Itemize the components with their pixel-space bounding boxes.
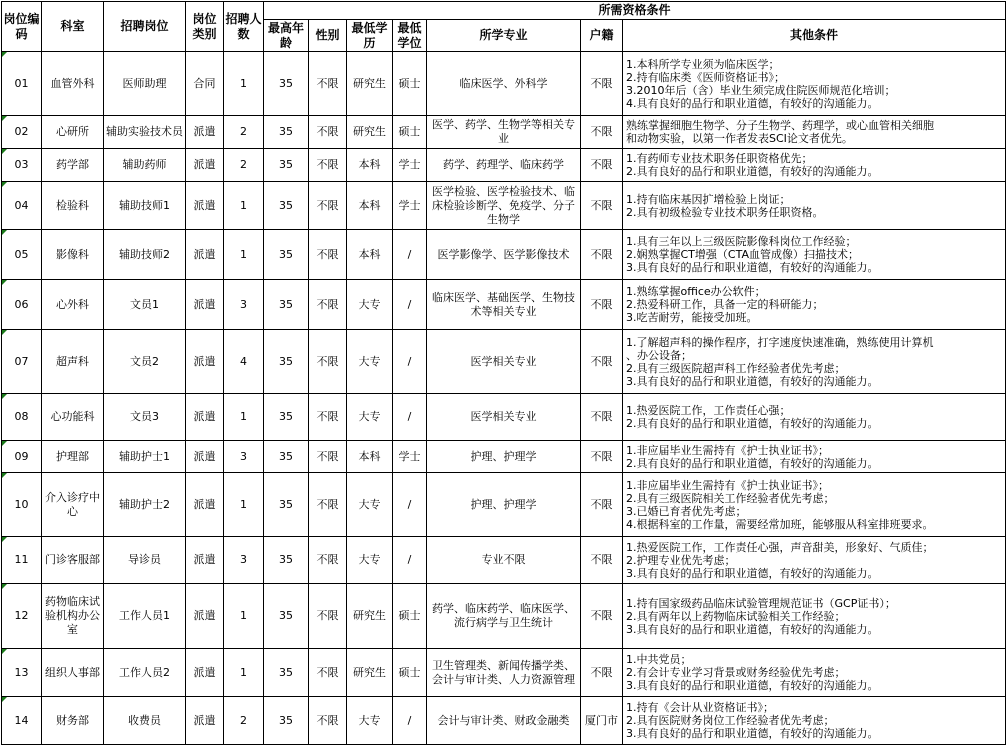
post-code-cell: 03 xyxy=(2,149,42,182)
max-age-cell: 35 xyxy=(264,149,309,182)
position-cell: 辅助药师 xyxy=(104,149,186,182)
table-row xyxy=(2,394,1006,441)
count-cell: 1 xyxy=(224,230,264,280)
other-conditions-cell xyxy=(623,584,1006,649)
department-cell: 血管外科 xyxy=(42,52,104,116)
max-age-cell: 35 xyxy=(264,52,309,116)
position-cell: 辅助护士2 xyxy=(104,473,186,537)
degree-cell: / xyxy=(393,473,427,537)
other-conditions-cell xyxy=(623,149,1006,182)
condition-line: 2.具有良好的品行和职业道德，有较好的沟通能力。 xyxy=(626,456,879,470)
other-conditions-cell xyxy=(623,330,1006,394)
max-age-cell: 35 xyxy=(264,116,309,149)
degree-cell: 学士 xyxy=(393,441,427,473)
post-code-cell: 06 xyxy=(2,280,42,330)
post-code-cell: 14 xyxy=(2,697,42,745)
post-type-cell: 派遣 xyxy=(186,149,224,182)
post-code-cell: 02 xyxy=(2,116,42,149)
degree-cell: / xyxy=(393,537,427,584)
condition-line: 1.持有国家级药品临床试验管理规范证书（GCP证书）； xyxy=(626,596,896,610)
education-cell: 大专 xyxy=(347,537,393,584)
other-conditions-cell xyxy=(623,697,1006,745)
education-cell: 本科 xyxy=(347,441,393,473)
major-cell: 医学相关专业 xyxy=(427,394,581,441)
table-row xyxy=(2,537,1006,584)
position-cell: 工作人员2 xyxy=(104,649,186,697)
header-count: 招聘人数 xyxy=(224,2,264,52)
table-row xyxy=(2,473,1006,537)
gender-cell: 不限 xyxy=(309,280,347,330)
hukou-cell: 厦门市 xyxy=(581,697,623,745)
table-row xyxy=(2,149,1006,182)
education-cell: 本科 xyxy=(347,182,393,230)
count-cell: 4 xyxy=(224,330,264,394)
gender-cell: 不限 xyxy=(309,537,347,584)
gender-cell: 不限 xyxy=(309,394,347,441)
major-cell: 药学、临床药学、临床医学、流行病学与卫生统计 xyxy=(427,584,581,649)
other-conditions-cell xyxy=(623,116,1006,149)
condition-line: 2.持有临床类《医师资格证书》； xyxy=(626,70,785,84)
major-cell: 专业不限 xyxy=(427,537,581,584)
post-code-cell: 13 xyxy=(2,649,42,697)
major-cell: 卫生管理类、新闻传播学类、会计与审计类、人力资源管理 xyxy=(427,649,581,697)
post-type-cell: 合同 xyxy=(186,52,224,116)
gender-cell: 不限 xyxy=(309,52,347,116)
condition-line: 2.具有良好的品行和职业道德，有较好的沟通能力。 xyxy=(626,165,879,178)
condition-line: 3.具有良好的品行和职业道德，有较好的沟通能力。 xyxy=(626,622,879,636)
count-cell: 1 xyxy=(224,584,264,649)
header-post-code: 岗位编码 xyxy=(2,2,42,52)
post-code-cell: 01 xyxy=(2,52,42,116)
department-cell: 超声科 xyxy=(42,330,104,394)
header-other: 其他条件 xyxy=(623,20,1006,52)
condition-line: 3.具有良好的品行和职业道德，有较好的沟通能力。 xyxy=(626,727,879,740)
hukou-cell: 不限 xyxy=(581,330,623,394)
header-min-degree: 最低学位 xyxy=(393,20,427,52)
condition-line: 1.非应届毕业生需持有《护士执业证书》； xyxy=(626,443,829,457)
hukou-cell: 不限 xyxy=(581,116,623,149)
gender-cell: 不限 xyxy=(309,182,347,230)
count-cell: 1 xyxy=(224,473,264,537)
condition-line: 2.娴熟掌握CT增强（CTA血管成像）扫描技术； xyxy=(626,248,859,261)
post-code-cell: 05 xyxy=(2,230,42,280)
degree-cell: 硕士 xyxy=(393,116,427,149)
condition-line: 3.2010年后（含）毕业生须完成住院医师规范化培训； xyxy=(626,83,896,97)
max-age-cell: 35 xyxy=(264,473,309,537)
position-cell: 辅助技师1 xyxy=(104,182,186,230)
count-cell: 2 xyxy=(224,149,264,182)
education-cell: 本科 xyxy=(347,149,393,182)
hukou-cell: 不限 xyxy=(581,280,623,330)
degree-cell: / xyxy=(393,697,427,745)
other-conditions-cell xyxy=(623,230,1006,280)
condition-line: 1.中共党员； xyxy=(626,653,692,666)
hukou-cell: 不限 xyxy=(581,473,623,537)
gender-cell: 不限 xyxy=(309,697,347,745)
condition-line: 3.具有良好的品行和职业道德，有较好的沟通能力。 xyxy=(626,374,879,388)
max-age-cell: 35 xyxy=(264,584,309,649)
condition-line: 和动物实验，以第一作者发表SCI论文者优先。 xyxy=(626,132,853,145)
gender-cell: 不限 xyxy=(309,116,347,149)
hukou-cell: 不限 xyxy=(581,52,623,116)
degree-cell: / xyxy=(393,330,427,394)
gender-cell: 不限 xyxy=(309,473,347,537)
condition-line: 2.热爱科研工作，具备一定的科研能力； xyxy=(626,298,824,311)
condition-line: 2.护理专业优先考虑； xyxy=(626,553,736,567)
department-cell: 介入诊疗中心 xyxy=(42,473,104,537)
post-type-cell: 派遣 xyxy=(186,330,224,394)
department-cell: 影像科 xyxy=(42,230,104,280)
hukou-cell: 不限 xyxy=(581,441,623,473)
condition-line: 3.具有良好的品行和职业道德，有较好的沟通能力。 xyxy=(626,261,879,274)
post-type-cell: 派遣 xyxy=(186,537,224,584)
education-cell: 大专 xyxy=(347,697,393,745)
major-cell: 药学、药理学、临床药学 xyxy=(427,149,581,182)
post-code-cell: 12 xyxy=(2,584,42,649)
gender-cell: 不限 xyxy=(309,230,347,280)
table-row xyxy=(2,230,1006,280)
post-type-cell: 派遣 xyxy=(186,441,224,473)
position-cell: 辅助实验技术员 xyxy=(104,116,186,149)
position-cell: 文员3 xyxy=(104,394,186,441)
max-age-cell: 35 xyxy=(264,649,309,697)
header-post-type: 岗位类别 xyxy=(186,2,224,52)
department-cell: 门诊客服部 xyxy=(42,537,104,584)
education-cell: 大专 xyxy=(347,330,393,394)
condition-line: 1.了解超声科的操作程序，打字速度快速准确，熟练使用计算机 xyxy=(626,335,934,349)
post-code-cell: 04 xyxy=(2,182,42,230)
header-position: 招聘岗位 xyxy=(104,2,186,52)
major-cell: 医学、药学、生物学等相关专业 xyxy=(427,116,581,149)
condition-line: 3.已婚已育者优先考虑； xyxy=(626,504,747,518)
max-age-cell: 35 xyxy=(264,182,309,230)
position-cell: 工作人员1 xyxy=(104,584,186,649)
max-age-cell: 35 xyxy=(264,441,309,473)
department-cell: 心研所 xyxy=(42,116,104,149)
other-conditions-cell xyxy=(623,537,1006,584)
condition-line: 3.具有良好的品行和职业道德，有较好的沟通能力。 xyxy=(626,566,879,580)
header-conditions: 所需资格条件 xyxy=(264,2,1006,20)
count-cell: 3 xyxy=(224,537,264,584)
table-row xyxy=(2,116,1006,149)
education-cell: 大专 xyxy=(347,473,393,537)
hukou-cell: 不限 xyxy=(581,537,623,584)
table-row xyxy=(2,330,1006,394)
post-code-cell: 09 xyxy=(2,441,42,473)
condition-line: 2.具有初级检验专业技术职务任职资格。 xyxy=(626,205,824,219)
count-cell: 1 xyxy=(224,649,264,697)
department-cell: 财务部 xyxy=(42,697,104,745)
other-conditions-cell xyxy=(623,182,1006,230)
department-cell: 组织人事部 xyxy=(42,649,104,697)
header-max-age: 最高年龄 xyxy=(264,20,309,52)
condition-line: 2.具有良好的品行和职业道德，有较好的沟通能力。 xyxy=(626,417,879,430)
condition-line: 1.具有三年以上三级医院影像科岗位工作经验； xyxy=(626,235,857,248)
max-age-cell: 35 xyxy=(264,394,309,441)
other-conditions-cell xyxy=(623,649,1006,697)
table-row xyxy=(2,584,1006,649)
max-age-cell: 35 xyxy=(264,697,309,745)
position-cell: 医师助理 xyxy=(104,52,186,116)
position-cell: 辅助护士1 xyxy=(104,441,186,473)
position-cell: 文员2 xyxy=(104,330,186,394)
header-major: 所学专业 xyxy=(427,20,581,52)
gender-cell: 不限 xyxy=(309,584,347,649)
department-cell: 药物临床试验机构办公室 xyxy=(42,584,104,649)
condition-line: 1.本科所学专业须为临床医学； xyxy=(626,57,780,71)
other-conditions-cell xyxy=(623,52,1006,116)
count-cell: 3 xyxy=(224,280,264,330)
count-cell: 1 xyxy=(224,182,264,230)
degree-cell: / xyxy=(393,394,427,441)
post-type-cell: 派遣 xyxy=(186,394,224,441)
count-cell: 2 xyxy=(224,116,264,149)
condition-line: 2.具有三级医院超声科工作经验者优先考虑； xyxy=(626,361,846,375)
education-cell: 本科 xyxy=(347,230,393,280)
position-cell: 收费员 xyxy=(104,697,186,745)
max-age-cell: 35 xyxy=(264,280,309,330)
table-row xyxy=(2,649,1006,697)
count-cell: 3 xyxy=(224,441,264,473)
education-cell: 研究生 xyxy=(347,52,393,116)
post-type-cell: 派遣 xyxy=(186,697,224,745)
condition-line: 1.有药师专业技术职务任职资格优先； xyxy=(626,152,813,165)
hukou-cell: 不限 xyxy=(581,394,623,441)
department-cell: 检验科 xyxy=(42,182,104,230)
table-body xyxy=(2,52,1006,745)
table-row xyxy=(2,441,1006,473)
other-conditions-cell xyxy=(623,441,1006,473)
condition-line: 2.具有医院财务岗位工作经验者优先考虑； xyxy=(626,714,835,727)
post-type-cell: 派遣 xyxy=(186,473,224,537)
max-age-cell: 35 xyxy=(264,230,309,280)
post-type-cell: 派遣 xyxy=(186,182,224,230)
condition-line: 3.具有良好的品行和职业道德，有较好的沟通能力。 xyxy=(626,679,879,692)
condition-line: 4.具有良好的品行和职业道德，有较好的沟通能力。 xyxy=(626,96,879,110)
major-cell: 临床医学、外科学 xyxy=(427,52,581,116)
major-cell: 医学检验、医学检验技术、临床检验诊断学、免疫学、分子生物学 xyxy=(427,182,581,230)
max-age-cell: 35 xyxy=(264,330,309,394)
other-conditions-cell xyxy=(623,473,1006,537)
table-row xyxy=(2,52,1006,116)
degree-cell: 硕士 xyxy=(393,649,427,697)
major-cell: 医学相关专业 xyxy=(427,330,581,394)
condition-line: 3.吃苦耐劳，能接受加班。 xyxy=(626,311,758,324)
degree-cell: 学士 xyxy=(393,182,427,230)
condition-line: 2.具有两年以上药物临床试验相关工作经验； xyxy=(626,609,846,623)
education-cell: 研究生 xyxy=(347,584,393,649)
header-department: 科室 xyxy=(42,2,104,52)
count-cell: 2 xyxy=(224,697,264,745)
count-cell: 1 xyxy=(224,52,264,116)
department-cell: 药学部 xyxy=(42,149,104,182)
degree-cell: / xyxy=(393,230,427,280)
post-code-cell: 10 xyxy=(2,473,42,537)
hukou-cell: 不限 xyxy=(581,649,623,697)
department-cell: 心外科 xyxy=(42,280,104,330)
department-cell: 心功能科 xyxy=(42,394,104,441)
education-cell: 研究生 xyxy=(347,116,393,149)
header-gender: 性别 xyxy=(309,20,347,52)
post-type-cell: 派遣 xyxy=(186,584,224,649)
condition-line: 1.熟练掌握office办公软件； xyxy=(626,285,766,298)
education-cell: 大专 xyxy=(347,280,393,330)
gender-cell: 不限 xyxy=(309,649,347,697)
position-cell: 导诊员 xyxy=(104,537,186,584)
position-cell: 辅助技师2 xyxy=(104,230,186,280)
condition-line: 熟练掌握细胞生物学、分子生物学、药理学，或心血管相关细胞 xyxy=(626,119,934,132)
condition-line: 4.根据科室的工作量，需要经常加班，能够服从科室排班要求。 xyxy=(626,517,934,531)
gender-cell: 不限 xyxy=(309,149,347,182)
hukou-cell: 不限 xyxy=(581,584,623,649)
gender-cell: 不限 xyxy=(309,441,347,473)
major-cell: 临床医学、基础医学、生物技术等相关专业 xyxy=(427,280,581,330)
major-cell: 会计与审计类、财政金融类 xyxy=(427,697,581,745)
post-code-cell: 11 xyxy=(2,537,42,584)
other-conditions-cell xyxy=(623,394,1006,441)
position-cell: 文员1 xyxy=(104,280,186,330)
table-row xyxy=(2,182,1006,230)
table-row xyxy=(2,697,1006,745)
education-cell: 大专 xyxy=(347,394,393,441)
degree-cell: 学士 xyxy=(393,149,427,182)
count-cell: 1 xyxy=(224,394,264,441)
condition-line: 1.热爱医院工作，工作责任心强； xyxy=(626,404,791,417)
major-cell: 护理、护理学 xyxy=(427,473,581,537)
post-type-cell: 派遣 xyxy=(186,649,224,697)
post-code-cell: 08 xyxy=(2,394,42,441)
condition-line: 1.持有临床基因扩增检验上岗证； xyxy=(626,192,791,206)
other-conditions-cell xyxy=(623,280,1006,330)
degree-cell: / xyxy=(393,280,427,330)
header-hukou: 户籍 xyxy=(581,20,623,52)
education-cell: 研究生 xyxy=(347,649,393,697)
condition-line: 、办公设备； xyxy=(626,348,692,362)
recruitment-table xyxy=(1,1,1006,745)
post-code-cell: 07 xyxy=(2,330,42,394)
post-type-cell: 派遣 xyxy=(186,116,224,149)
gender-cell: 不限 xyxy=(309,330,347,394)
department-cell: 护理部 xyxy=(42,441,104,473)
post-type-cell: 派遣 xyxy=(186,280,224,330)
hukou-cell: 不限 xyxy=(581,149,623,182)
degree-cell: 硕士 xyxy=(393,584,427,649)
condition-line: 2.具有三级医院相关工作经验者优先考虑； xyxy=(626,491,835,505)
condition-line: 1.热爱医院工作，工作责任心强，声音甜美，形象好、气质佳； xyxy=(626,540,934,554)
hukou-cell: 不限 xyxy=(581,182,623,230)
max-age-cell: 35 xyxy=(264,537,309,584)
post-type-cell: 派遣 xyxy=(186,230,224,280)
condition-line: 1.持有《会计从业资格证书》； xyxy=(626,701,774,714)
table-row xyxy=(2,280,1006,330)
header-min-education: 最低学历 xyxy=(347,20,393,52)
condition-line: 2.有会计专业学习背景或财务经验优先考虑； xyxy=(626,666,846,679)
major-cell: 医学影像学、医学影像技术 xyxy=(427,230,581,280)
degree-cell: 硕士 xyxy=(393,52,427,116)
condition-line: 1.非应届毕业生需持有《护士执业证书》； xyxy=(626,478,829,492)
major-cell: 护理、护理学 xyxy=(427,441,581,473)
hukou-cell: 不限 xyxy=(581,230,623,280)
